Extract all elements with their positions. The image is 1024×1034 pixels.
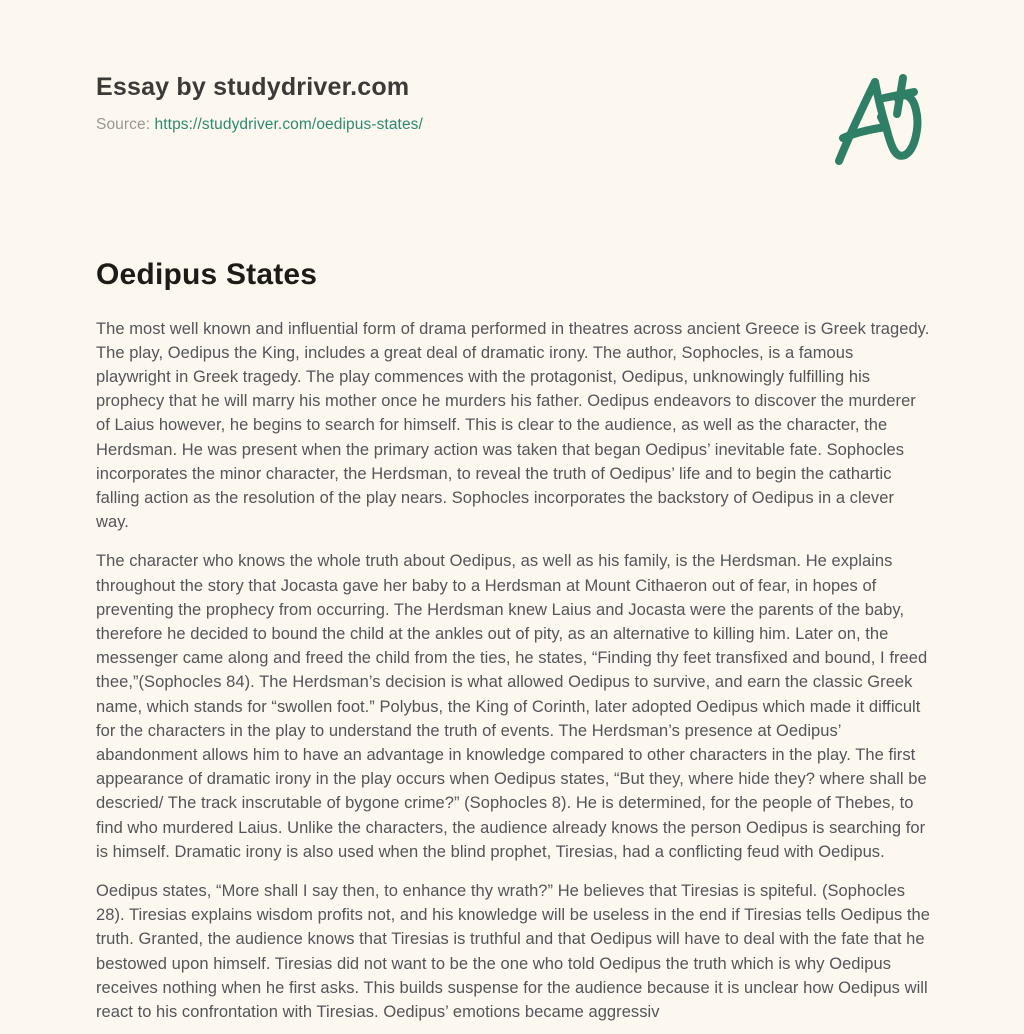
essay-paragraph: Oedipus states, “More shall I say then, to enhance thy wrath?” He believes that Tiresias is spiteful. (Sophocles 28). Tiresias explains wisdom profits not, and his knowledge will be useless in the end if Tiresias tells Oedipus the truth. Granted, the audience knows that Tiresias is truthful and that Oedipus will have to deal with the fate that he bestowed upon himself. Tiresias did not want to be the one who told Oedipus the truth which is why Oedipus receives nothing when he first asks. This builds suspense for the audience because it is unclear how Oedipus will react to his confrontation with Tiresias. Oedipus’ emotions became aggressiv bbox=[96, 881, 931, 1021]
header-text-block bbox=[96, 72, 423, 134]
a-plus-logo-icon bbox=[826, 74, 930, 170]
essay-paragraph: The character who knows the whole truth about Oedipus, as well as his family, is the Herdsman. He explains throughout the story that Jocasta gave her baby to a Herdsman at Mount Cithaeron out of fear, in hopes of preventing the prophecy from occurring. The Herdsman knew Laius and Jocasta were the parents of the baby, therefore he decided to bound the child at the ankles out of pity, as an alternative to killing him. Later on, the messenger came along and freed the child from the ties, he states, “Finding thy feet transfixed and bound, I freed thee,”(Sophocles 84). The Herdsman’s decision is what allowed Oedipus to survive, and earn the classic Greek name, which stands for “swollen foot.” Polybus, the King of Corinth, later adopted Oedipus which made it difficult for the characters in the play to understand the truth of events. The Herdsman’s presence at Oedipus’ abandonment allows him to have an advantage in knowledge compared to other characters in the play. The first appearance of dramatic irony in the play occurs when Oedipus states, “But they, where hide they? where shall be descried/ The track inscrutable of bygone crime?” (Sophocles 8). He is determined, for the people of Thebes, to find who murdered Laius. Unlike the characters, the audience already knows the person Oedipus is searching for is himself. Dramatic irony is also used when the blind prophet, Tiresias, had a conflicting feud with Oedipus. bbox=[96, 552, 928, 861]
source-label: Source: bbox=[96, 116, 151, 134]
page-header bbox=[96, 0, 930, 170]
source-link[interactable]: https://studydriver.com/oedipus-states/ bbox=[154, 116, 423, 134]
source-line bbox=[96, 116, 423, 134]
essay-body bbox=[96, 258, 930, 1024]
essay-paragraph: The most well known and influential form of drama performed in theatres across ancient Greece is Greek tragedy. The play, Oedipus the King, includes a great deal of dramatic irony. The author, Sophocles, is a famous playwright in Greek tragedy. The play commences with the protagonist, Oedipus, unknowingly fulfilling his prophecy that he will marry his mother once he murders his father. Oedipus endeavors to discover the murderer of Laius however, he begins to search for himself. This is clear to the audience, as well as the character, the Herdsman. He was present when the primary action was taken that began Oedipus’ inevitable fate. Sophocles incorporates the minor character, the Herdsman, to reveal the truth of Oedipus’ life and to begin the cathartic falling action as the resolution of the play nears. Sophocles incorporates the backstory of Oedipus in a clever way. bbox=[96, 319, 930, 532]
essay-title: Oedipus States bbox=[96, 258, 318, 291]
site-heading: Essay by studydriver.com bbox=[96, 73, 410, 101]
